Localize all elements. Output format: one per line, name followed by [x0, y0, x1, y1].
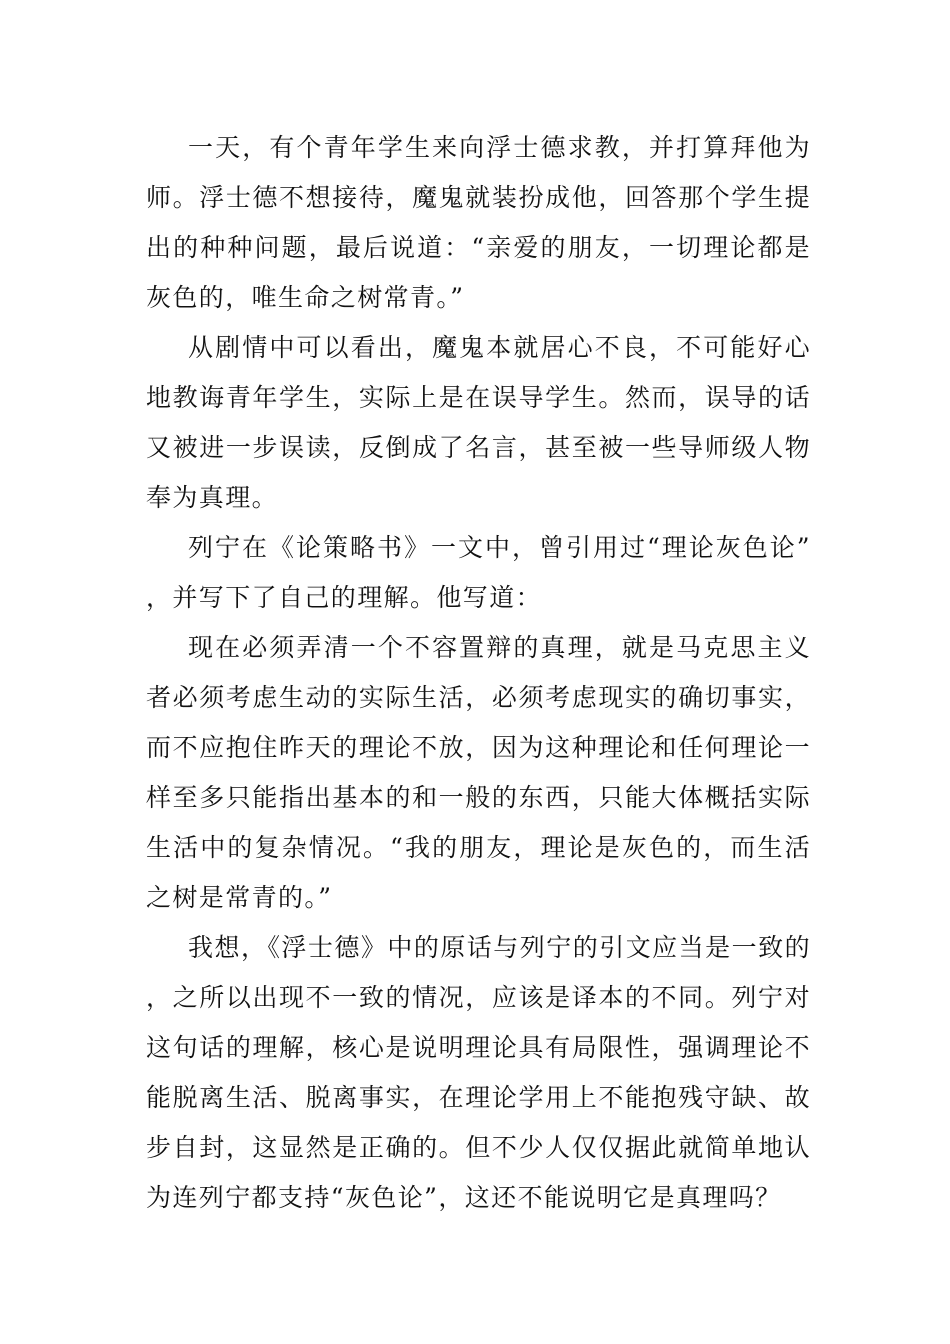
- paragraph-lenin-quote: 现在必须弄清一个不容置辩的真理，就是马克思主义者必须考虑生动的实际生活，必须考虑现实的确切事实，而不应抱住昨天的理论不放，因为这种理论和任何理论一样至多只能指出基本的和一般的东西，只能大体概括实际生活中的复杂情况。“我的朋友，理论是灰色的，而生活之树是常青的。”: [146, 633, 811, 912]
- paragraph-lenin-quote-intro: 列宁在《论策略书》一文中，曾引用过“理论灰色论”，并写下了自己的理解。他写道：: [146, 533, 811, 612]
- paragraph-author-comment: 我想，《浮士德》中的原话与列宁的引文应当是一致的，之所以出现不一致的情况，应该是译本的不同。列宁对这句话的理解，核心是说明理论具有局限性，强调理论不能脱离生活、脱离事实，在理论学用上不能抱残守缺、故步自封，这显然是正确的。但不少人仅仅据此就简单地认为连列宁都支持“灰色论”，这还不能说明它是真理吗？: [146, 933, 811, 1212]
- body-text: [146, 123, 811, 1223]
- paragraph-devil-misleading: 从剧情中可以看出，魔鬼本就居心不良，不可能好心地教诲青年学生，实际上是在误导学生。然而，误导的话又被进一步误读，反倒成了名言，甚至被一些导师级人物奉为真理。: [146, 333, 811, 512]
- paragraph-faust-student: 一天，有个青年学生来向浮士德求教，并打算拜他为师。浮士德不想接待，魔鬼就装扮成他，回答那个学生提出的种种问题，最后说道：“亲爱的朋友，一切理论都是灰色的，唯生命之树常青。”: [146, 133, 811, 312]
